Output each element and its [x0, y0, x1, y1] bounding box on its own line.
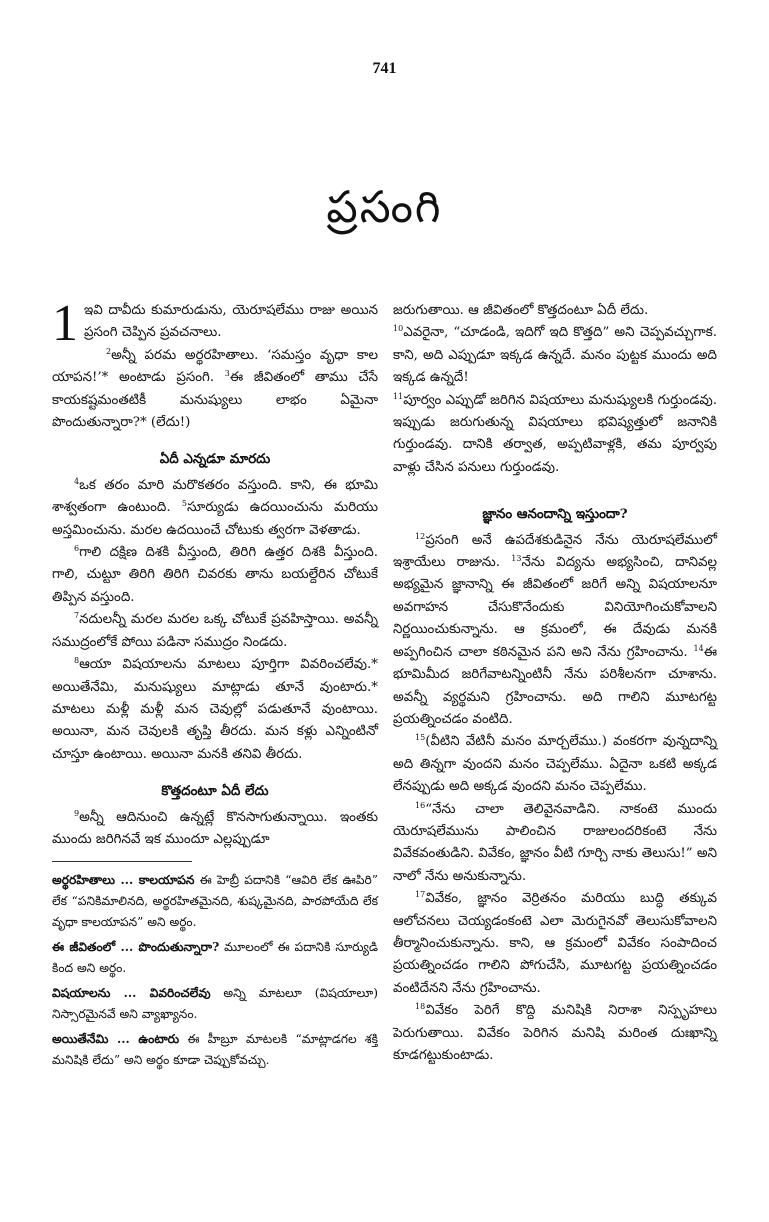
- verse-number: 12: [415, 531, 426, 541]
- verse-number: 9: [74, 808, 80, 818]
- verse-number: 6: [74, 544, 80, 554]
- verse-6: [52, 542, 378, 609]
- footnote-text: అన్ని మాటలూ (విషయాలూ) నిస్సారమైనవే అని వ్యాఖ్యానం.: [52, 986, 378, 1022]
- footnote-text: ఈ హీబ్రూ మాటలకి “మాట్లాడగల శక్తి మనిషికి లేదు” అని అర్థం కూడా చెప్పుకోవచ్చు.: [52, 1032, 378, 1068]
- footnote-text: ఈ హెబ్రీ పదానికి “ఆవిరి లేక ఊపిరి” లేక “పనికిమాలినది, అర్థరహితమైనది, శుష్కమైనది, పారపోయేది లేక వృధా కాలయాపన” అని అర్థం.: [52, 873, 378, 930]
- verse-number: 4: [74, 476, 80, 486]
- verse-text: ఈ జీవితంలో తాము చేసే కాయకష్టమంతటికీ మనుష్యులు లాభం ఏమైనా పొందుతున్నారా?* (లేదు!): [52, 370, 378, 431]
- verse-number: 3: [224, 369, 230, 379]
- footnote: [52, 983, 378, 1025]
- verse-number: 7: [74, 611, 80, 621]
- verse-number: 18: [415, 1002, 426, 1012]
- verse-number: 13: [511, 554, 522, 564]
- section-heading: ఏదీ ఎన్నడూ మారదు: [159, 451, 271, 468]
- verse-number: 2: [106, 346, 112, 356]
- verse-text: “నేను చాలా తెలివైనవాడిని. నాకంటె ముందు యెరూషలేమును పాలించిన రాజులందరికంటె నేను వివేకవంతుడిని. వివేకం, జ్ఞానం వీటి గూర్చి నాకు తెలుసు!” అని నాలో నేను అనుకున్నాను.: [393, 801, 717, 884]
- verse-text: ఈ భూమిమీద జరిగేవాటన్నింటినీ నేను పరిశీలనగా చూశాను. అవన్నీ వ్యర్థమని గ్రహించాను. అది గాలిని మూటగట్ట ప్రయత్నించడం వంటిది.: [393, 644, 717, 727]
- verse-text: పూర్వం ఎప్పుడో జరిగిన విషయాలు మనుష్యులకి గుర్తుండవు. ఇప్పుడు జరుగుతున్న విషయాలు భవిష్యత్తులో జనానికి గుర్తుండవు. దానికి తర్వాత, అప్పటివాళ్లకి, తమ పూర్వపు వాళ్లు చేసిన పనులు గుర్తుండవు.: [393, 392, 717, 475]
- footnote: [52, 937, 378, 979]
- verse-text: వివేకం, జ్ఞానం వెర్రితనం మరియు బుద్ధి తక్కువ ఆలోచనలు చెయ్యడంకంటె ఎలా మెరుగైనవో తెలుసుకోవాలని తీర్మానించుకున్నాను. కాని, ఆ క్రమంలో వివేకం సంపాదించ ప్రయత్నించడం గాలిని పోగుచేసి, మూటగట్ట ప్రయత్నించడం వంటిదేనని నేను గ్రహించాను.: [393, 891, 717, 996]
- verse-1: [52, 295, 378, 352]
- footnote-ref: అర్థరహితాలు ... కాలయాపన: [52, 873, 195, 888]
- footnote-ref: అయితేనేమి ... ఉంటారు: [52, 1032, 180, 1047]
- verse-number: 16: [415, 800, 426, 810]
- verse-17: [393, 888, 717, 1000]
- verse-text: ఎవరైనా, “చూడండి, ఇదిగో ఇది కొత్తది” అని చెప్పవచ్చుగాక. కాని, అది ఎప్పుడూ ఇక్కడ ఉన్నదే. మనం పుట్టక ముందు అది ఇక్కడ ఉన్నదే!: [393, 325, 717, 386]
- footnote-ref: ఈ జీవితంలో ... పొందుతున్నారా?: [52, 940, 220, 955]
- book-title: ప్రసంగి: [326, 182, 443, 233]
- page-number: 741: [372, 60, 397, 77]
- verse-text: గాలి దక్షిణ దిశకి వీస్తుంది, తిరిగి ఉత్తర దిశకి వీస్తుంది. గాలి, చుట్టూ తిరిగి తిరిగి చివరకు తాను బయల్దేరిన చోటుకే తిప్పిన వస్తుంది.: [52, 545, 378, 605]
- verse-text: నేను విద్యను అభ్యసించి, దానివల్ల అభ్యమైన జ్ఞానాన్ని ఈ జీవితంలో జరిగే అన్ని విషయాలనూ అవగాహన చేసుకొనేందుకు వినియోగించుకోవాలని నిర్ణయించుకున్నాను. ఆ క్రమంలో, ఈ దేవుడు మనకి అప్పగించిన చాలా కఠినమైన పని అని నేను గ్రహించాను.: [393, 555, 718, 660]
- verse-text: (వీటిని వేటినీ మనం మార్చలేము.) వంకరగా వున్నదాన్ని అది తిన్నగా వుందని మనం చెప్పలేము. ఏదైనా ఒకటి అక్కడ లేనప్పుడు అది అక్కడ వుందని మనం చెప్పలేము.: [393, 734, 717, 795]
- verse-text: సూర్యుడు ఉదయించును మరియు అస్తమించును. మరల ఉదయించే చోటుకు త్వరగా వెళతాడు.: [52, 500, 378, 538]
- footnote-text: మూలంలో ఈ పదానికి సూర్యుడి కింద అని అర్థం.: [52, 940, 378, 976]
- verse-15: [393, 731, 717, 798]
- verse-number: 14: [693, 643, 704, 653]
- verse-text: ఒక తరం మారి మరొకతరం వస్తుంది. కాని, ఈ భూమి శాశ్వతంగా ఉంటుంది.: [52, 477, 378, 516]
- chapter-number: 1: [52, 295, 78, 352]
- verse-text: ఇవి దావీదు కుమారుడును, యెరూషలేము రాజు అయిన ప్రసంగి చెప్పిన ప్రవచనాలు.: [84, 303, 378, 341]
- verse-8: [52, 654, 378, 766]
- verse-4-5: [52, 475, 378, 542]
- verse-9: [52, 807, 378, 852]
- verse-2-3: [52, 345, 378, 435]
- verse-number: 5: [181, 499, 188, 509]
- verse-number: 15: [415, 733, 426, 743]
- verse-10: [393, 322, 717, 389]
- verse-number: 8: [74, 656, 80, 666]
- verse-text: నదులన్నీ మరల మరల ఒక్క చోటుకే ప్రవహిస్తాయి. అవన్నీ సముద్రంలోకే పోయి పడినా సముద్రం నిండదు.: [52, 612, 378, 650]
- verse-text: ప్రసంగి అనే ఉపదేశకుడినైన నేను యెరూషలేములో ఇశ్రాయేలు రాజును.: [393, 532, 717, 571]
- verse-16: [393, 799, 717, 889]
- section-heading: కొత్తదంటూ ఏదీ లేదు: [161, 783, 269, 800]
- verse-12-14: [393, 530, 717, 732]
- verse-number: 10: [393, 324, 404, 334]
- footnote: [52, 1029, 378, 1071]
- verse-text: అన్నీ పరమ అర్థరహితాలు. ‘సమస్తం వృధా కాల యాపన!’* అంటాడు ప్రసంగి.: [52, 347, 378, 386]
- verse-number: 17: [415, 890, 426, 900]
- verse-9-continued: జరుగుతాయి. ఆ జీవితంలో కొత్తదంటూ ఏదీ లేదు.: [393, 303, 649, 318]
- verse-number: 11: [393, 391, 404, 401]
- left-column: [52, 295, 378, 1075]
- verse-11: [393, 390, 717, 480]
- verse-18: [393, 1000, 717, 1067]
- verse-7: [52, 609, 378, 654]
- verse-text: ఆయా విషయాలను మాటలు పూర్తిగా వివరించలేవు.* అయితేనేమి, మనుష్యులు మాట్లాడు తూనే వుంటారు.* మాటలు మళ్లీ మళ్లీ మన చెవుల్లో పడుతూనే వుంటాయి. అయినా, మన చెవులకి తృప్తి తీరదు. మన కళ్లు ఎన్నింటినో చూస్తూ ఉంటాయి. అయినా మనకి తనివి తీరదు.: [52, 657, 378, 762]
- verse-text: అన్నీ ఆదినుంచి ఉన్నట్లే కొనసాగుతున్నాయి. ఇంతకు ముందు జరిగినవే ఇక ముందూ ఎల్లప్పుడూ: [52, 809, 378, 847]
- section-heading: జ్ఞానం ఆనందాన్ని ఇస్తుందా?: [482, 506, 628, 523]
- footnote-divider: [52, 861, 192, 862]
- verse-text: వివేకం పెరిగే కొద్ది మనిషికి నిరాశా నిస్పృహలు పెరుగుతాయి. వివేకం పెరిగిన మనిషి మరింత దుఃఖాన్ని కూడగట్టుకుంటాడు.: [393, 1003, 717, 1063]
- footnote-ref: విషయాలను ... వివరించలేవు: [52, 986, 211, 1001]
- footnote: [52, 870, 378, 933]
- right-column: [393, 300, 717, 1067]
